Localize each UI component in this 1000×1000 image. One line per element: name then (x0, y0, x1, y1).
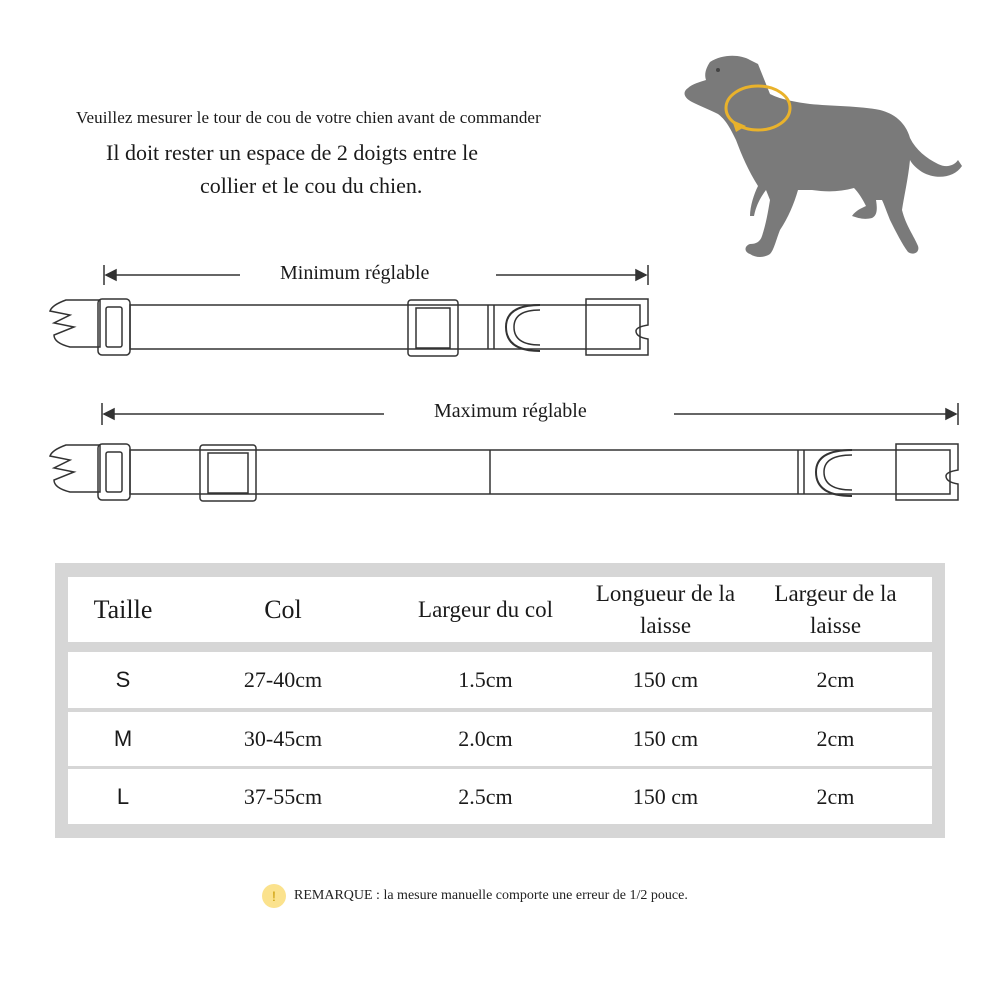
max-buckle-male (50, 445, 100, 492)
cell-longueur-laisse: 150 cm (632, 667, 699, 693)
header-longueur-laisse: Longueur de la laisse (595, 581, 736, 638)
dog-eye (716, 68, 720, 72)
measurement-note (262, 884, 688, 908)
collar-diagram-minimum (40, 255, 660, 370)
cell-longueur-laisse: 150 cm (632, 726, 699, 752)
table-row (68, 769, 932, 824)
cell-size: S (115, 667, 131, 693)
min-buckle-female (586, 299, 648, 355)
instruction-line-2: Il doit rester un espace de 2 doigts entre le (106, 140, 479, 165)
table-header-row (68, 577, 932, 642)
max-buckle-female (896, 444, 958, 500)
size-table (55, 563, 945, 838)
max-strap (130, 450, 950, 494)
header-taille: Taille (93, 594, 153, 624)
cell-largeur-col: 2.5cm (458, 783, 513, 809)
dog-illustration (670, 40, 970, 270)
table-row (68, 652, 932, 708)
cell-largeur-laisse: 2cm (816, 726, 855, 752)
table-row (68, 712, 932, 766)
header-largeur-laisse: Largeur de la laisse (774, 581, 897, 638)
cell-largeur-col: 2.0cm (458, 726, 513, 752)
cell-longueur-laisse: 150 cm (632, 783, 699, 809)
cell-col: 30-45cm (243, 726, 323, 752)
instruction-line-3: collier et le cou du chien. (200, 173, 423, 198)
warning-icon: ! (262, 884, 286, 908)
cell-size: M (113, 726, 133, 752)
min-buckle-male (50, 300, 100, 347)
note-text: REMARQUE : la mesure manuelle comporte une erreur de 1/2 pouce. (294, 888, 688, 903)
cell-largeur-col: 1.5cm (458, 667, 513, 693)
cell-largeur-laisse: 2cm (816, 783, 855, 809)
collar-diagram-maximum (40, 395, 970, 515)
min-strap (130, 305, 640, 349)
instruction-line-1: Veuillez mesurer le tour de cou de votre chien avant de commander (76, 108, 541, 127)
cell-col: 37-55cm (243, 783, 323, 809)
cell-col: 27-40cm (243, 667, 323, 693)
maximum-adjustable-label: Maximum réglable (434, 400, 587, 422)
dog-silhouette (685, 56, 962, 257)
cell-size: L (116, 783, 130, 809)
header-col: Col (264, 594, 302, 624)
cell-largeur-laisse: 2cm (816, 667, 855, 693)
header-largeur-col: Largeur du col (418, 596, 553, 622)
minimum-adjustable-label: Minimum réglable (280, 262, 430, 284)
